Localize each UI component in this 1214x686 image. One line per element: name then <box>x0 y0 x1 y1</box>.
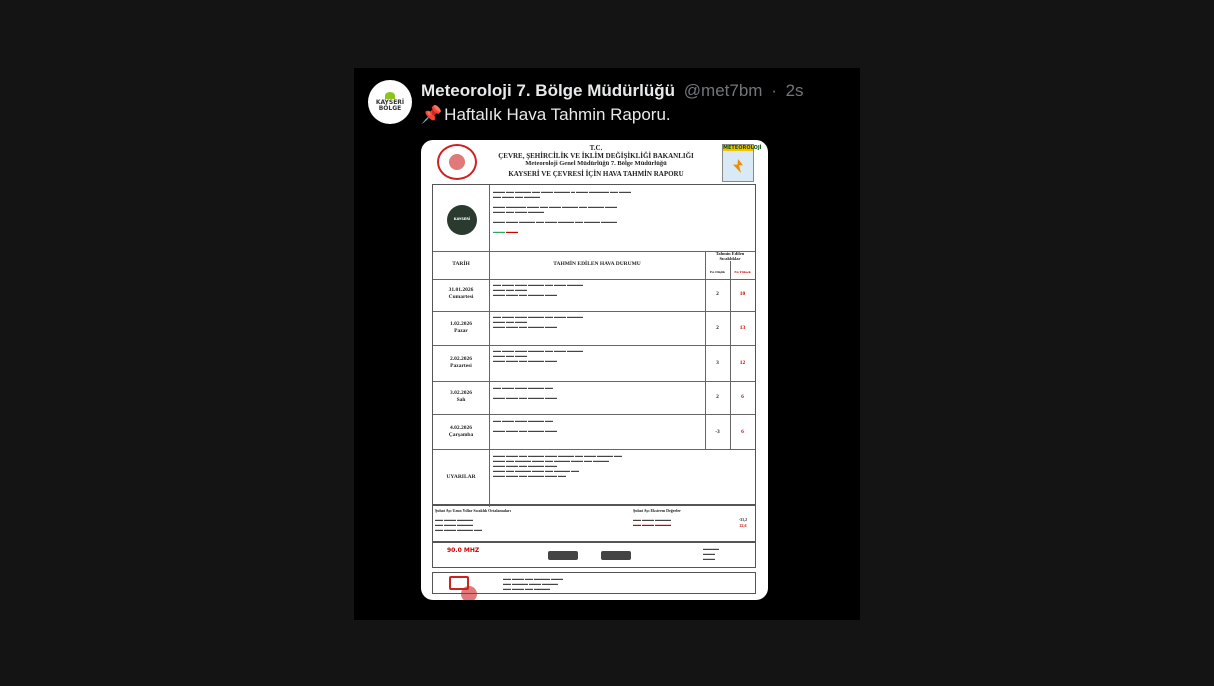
day-min: 2 <box>716 325 719 331</box>
report-line4: KAYSERİ VE ÇEVRESİ İÇİN HAVA TAHMİN RAPORU <box>508 170 684 178</box>
ministry-seal-icon <box>437 144 477 180</box>
extreme-min: -31,2 <box>738 517 748 522</box>
day-max: 6 <box>741 429 744 435</box>
day-min: 2 <box>716 291 719 297</box>
day-forecast-text: ▬▬ ▬▬▬ ▬▬▬ ▬▬▬▬ ▬▬ ▬▬▬ ▬▬▬ ▬▬ ▬▬▬▬ ▬▬▬ <box>493 418 557 433</box>
day-forecast-text: ▬▬ ▬▬▬ ▬▬▬ ▬▬▬▬ ▬▬ ▬▬▬ ▬▬▬▬ ▬▬▬ ▬▬ ▬▬▬ ▬▬▬ ▬▬▬ ▬▬ ▬▬▬▬ ▬▬▬ <box>493 314 583 329</box>
pin-icon: 📌 <box>421 105 443 124</box>
report-header <box>421 140 768 182</box>
warnings-label: UYARILAR <box>446 474 476 480</box>
day-forecast-text: ▬▬ ▬▬▬ ▬▬▬ ▬▬▬▬ ▬▬ ▬▬▬ ▬▬▬▬ ▬▬▬ ▬▬ ▬▬▬ ▬▬▬ ▬▬▬ ▬▬ ▬▬▬▬ ▬▬▬ <box>493 282 583 297</box>
day-date: 3.02.2026 <box>450 390 472 396</box>
column-date: TARİH <box>452 261 470 267</box>
logo-text: METEOROLOJİ <box>723 145 762 151</box>
day-min: 2 <box>716 394 719 400</box>
avatar-text-line1: KAYSERİ <box>375 99 405 106</box>
author-name[interactable]: Meteoroloji 7. Bölge Müdürlüğü <box>421 81 676 100</box>
avatar[interactable] <box>368 80 412 124</box>
app-store-icon <box>601 551 631 560</box>
avatar-text-line2: BÖLGE <box>378 105 402 112</box>
kayseri-logo-icon: KAYSERİ <box>447 205 477 235</box>
footer-logo-icon <box>449 576 469 590</box>
column-max: En Yüksek <box>734 270 751 274</box>
tweet-text <box>421 104 671 126</box>
report-line1: T.C. <box>589 144 603 152</box>
day-weekday: Cumartesi <box>448 294 474 300</box>
day-weekday: Çarşamba <box>448 432 474 438</box>
extreme-max: 22,6 <box>739 523 747 528</box>
day-weekday: Pazartesi <box>450 363 472 369</box>
author-handle[interactable]: @met7bm <box>683 81 763 100</box>
day-date: 31.01.2026 <box>448 287 474 293</box>
day-date: 2.02.2026 <box>450 356 472 362</box>
day-forecast-text: ▬▬ ▬▬▬ ▬▬▬ ▬▬▬▬ ▬▬ ▬▬▬ ▬▬▬▬ ▬▬▬ ▬▬ ▬▬▬ ▬▬▬ ▬▬▬ ▬▬ ▬▬▬▬ ▬▬▬ <box>493 348 583 363</box>
day-min: 3 <box>716 360 719 366</box>
day-max: 6 <box>741 394 744 400</box>
column-forecast: TAHMİN EDİLEN HAVA DURUMU <box>553 261 641 267</box>
separator-dot: · <box>771 81 777 100</box>
day-max: 12 <box>739 360 746 366</box>
day-forecast-text: ▬▬ ▬▬▬ ▬▬▬ ▬▬▬▬ ▬▬ ▬▬▬ ▬▬▬ ▬▬ ▬▬▬▬ ▬▬▬ <box>493 385 557 400</box>
day-date: 1.02.2026 <box>450 321 472 327</box>
day-max: 13 <box>739 325 746 331</box>
tweet-time[interactable]: 2s <box>785 81 804 100</box>
column-temperatures: Tahmin Edilen Sıcaklıklar <box>715 251 745 261</box>
tweet-body: Haftalık Hava Tahmin Raporu. <box>444 105 671 124</box>
day-weekday: Pazar <box>454 328 468 334</box>
forecast-table <box>432 184 756 506</box>
general-info-text: ▬▬▬ ▬▬ ▬▬▬▬ ▬▬ ▬▬▬ ▬▬▬▬ ▬ ▬▬▬ ▬▬▬▬▬ ▬▬ ▬▬▬ ▬▬ ▬▬▬ ▬▬ ▬▬▬▬ ▬▬▬ ▬▬▬▬▬ ▬▬▬ ▬▬ ▬▬▬ ▬▬▬▬ ▬▬ ▬▬▬▬ ▬▬▬ ▬▬▬ ▬▬ ▬▬▬ ▬▬▬▬ ▬▬▬ ▬▬▬ ▬▬▬▬ ▬▬ ▬▬▬ ▬▬▬▬ ▬▬ ▬▬▬▬ ▬▬▬▬ ▬▬▬ ▬▬▬ <box>493 189 631 234</box>
apps-section: 90.0 MHZ ▬▬▬▬ ▬▬▬ ▬▬▬ <box>432 542 756 568</box>
column-min: En Düşük <box>710 270 725 274</box>
tweet-image[interactable] <box>421 140 768 600</box>
leaf-icon <box>385 92 395 99</box>
google-play-icon <box>548 551 578 560</box>
stats-right-title: Şubat Ayı Ekstrem Değerler <box>633 508 681 513</box>
contact-footer: ▬▬ ▬▬▬ ▬▬ ▬▬▬▬ ▬▬▬ ▬▬ ▬▬▬▬ ▬▬▬ ▬▬▬▬ ▬▬ ▬▬▬ ▬▬ ▬▬▬▬ <box>432 572 756 594</box>
report-line2: ÇEVRE, ŞEHİRCİLİK VE İKLİM DEĞİŞİKLİĞİ BAKANLIĞI <box>498 152 694 160</box>
day-date: 4.02.2026 <box>450 425 472 431</box>
report-line3: Meteoroloji Genel Müdürlüğü 7. Bölge Müdürlüğü <box>525 160 667 167</box>
stats-left-title: Şubat Ayı Uzun Yıllar Sıcaklık Ortalamaları <box>435 508 511 513</box>
warnings-text: ▬▬▬ ▬▬▬ ▬▬ ▬▬▬▬ ▬▬▬ ▬▬▬▬ ▬▬ ▬▬▬ ▬▬▬▬ ▬▬ ▬▬▬ ▬▬ ▬▬▬▬ ▬▬▬ ▬▬ ▬▬▬▬ ▬▬▬ ▬▬ ▬▬▬▬ ▬▬▬ ▬▬▬ ▬▬ ▬▬▬▬ ▬▬▬ ▬▬▬ ▬▬ ▬▬▬▬ ▬▬▬ ▬▬ ▬▬▬▬ ▬▬ ▬▬▬ ▬▬▬ ▬▬ ▬▬▬▬ ▬▬▬ ▬▬ <box>493 453 622 478</box>
day-min: -3 <box>715 429 720 435</box>
tweet-header <box>421 80 804 102</box>
radio-frequency: 90.0 MHZ <box>447 547 480 554</box>
day-max: 10 <box>739 291 746 297</box>
day-weekday: Salı <box>456 397 466 403</box>
meteorology-logo-icon <box>722 144 762 182</box>
stats-section: Şubat Ayı Uzun Yıllar Sıcaklık Ortalamaları Şubat Ayı Ekstrem Değerler ▬▬ ▬▬▬ ▬▬▬▬ ▬▬ ▬▬▬ ▬▬▬▬ ▬▬ ▬▬▬ ▬▬▬▬ ▬▬ ▬▬ ▬▬▬ ▬▬▬▬ ▬▬ ▬▬▬ ▬▬▬▬ -31,2 22,6 <box>432 504 756 542</box>
